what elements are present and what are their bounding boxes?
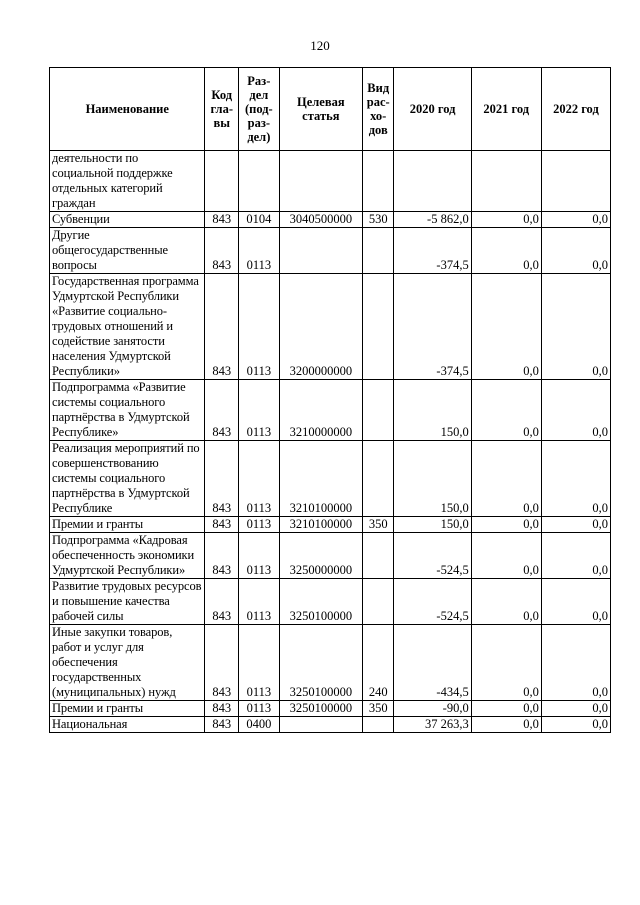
row-section: 0400 — [239, 717, 280, 733]
row-type: 240 — [362, 625, 394, 701]
row-type — [362, 274, 394, 380]
row-2021: 0,0 — [471, 533, 541, 579]
table-row — [50, 212, 611, 228]
row-type — [362, 228, 394, 274]
row-2021 — [471, 151, 541, 212]
row-name: Реализация мероприятий по совершенствованию системы социального партнёрства в Удмуртской Республике — [50, 441, 205, 517]
row-code: 843 — [205, 533, 239, 579]
page-number: 120 — [310, 38, 330, 53]
row-2020: -90,0 — [394, 701, 471, 717]
row-2022: 0,0 — [541, 380, 610, 441]
row-2022: 0,0 — [541, 579, 610, 625]
row-type — [362, 380, 394, 441]
row-name: Государственная программа Удмуртской Республики «Развитие социально-трудовых отношений и содействие занятости населения Удмуртской Республики» — [50, 274, 205, 380]
row-target: 3210100000 — [279, 441, 362, 517]
row-type — [362, 441, 394, 517]
row-2022 — [541, 151, 610, 212]
table-row — [50, 151, 611, 212]
row-2021: 0,0 — [471, 517, 541, 533]
row-target: 3250000000 — [279, 533, 362, 579]
row-2022: 0,0 — [541, 625, 610, 701]
row-code: 843 — [205, 701, 239, 717]
table-row — [50, 533, 611, 579]
row-name: Подпрограмма «Кадровая обеспеченность экономики Удмуртской Республики» — [50, 533, 205, 579]
row-target — [279, 717, 362, 733]
table-row — [50, 701, 611, 717]
row-target: 3210000000 — [279, 380, 362, 441]
row-section: 0113 — [239, 701, 280, 717]
table-row — [50, 228, 611, 274]
row-2020: -5 862,0 — [394, 212, 471, 228]
row-2021: 0,0 — [471, 441, 541, 517]
row-name: Премии и гранты — [50, 701, 205, 717]
row-name: Подпрограмма «Развитие системы социального партнёрства в Удмуртской Республике» — [50, 380, 205, 441]
row-section: 0113 — [239, 517, 280, 533]
row-section: 0113 — [239, 228, 280, 274]
row-target: 3250100000 — [279, 701, 362, 717]
header-type: Вид рас- хо- дов — [362, 68, 394, 151]
header-2022: 2022 год — [541, 68, 610, 151]
row-target: 3200000000 — [279, 274, 362, 380]
row-name: Национальная — [50, 717, 205, 733]
row-2021: 0,0 — [471, 228, 541, 274]
row-code: 843 — [205, 228, 239, 274]
row-2022: 0,0 — [541, 228, 610, 274]
row-2021: 0,0 — [471, 579, 541, 625]
row-name: Другие общегосударственные вопросы — [50, 228, 205, 274]
row-2022: 0,0 — [541, 274, 610, 380]
header-name: Наименование — [50, 68, 205, 151]
table-row — [50, 517, 611, 533]
row-code: 843 — [205, 579, 239, 625]
row-2022: 0,0 — [541, 717, 610, 733]
row-2020: -434,5 — [394, 625, 471, 701]
row-2021: 0,0 — [471, 625, 541, 701]
header-row — [50, 68, 611, 151]
row-type — [362, 579, 394, 625]
row-2020: 37 263,3 — [394, 717, 471, 733]
row-section: 0113 — [239, 579, 280, 625]
table-row — [50, 717, 611, 733]
row-2020: -374,5 — [394, 274, 471, 380]
table-row — [50, 441, 611, 517]
row-2020: 150,0 — [394, 380, 471, 441]
row-type: 350 — [362, 701, 394, 717]
row-2022: 0,0 — [541, 701, 610, 717]
row-target: 3250100000 — [279, 579, 362, 625]
row-code: 843 — [205, 380, 239, 441]
row-target — [279, 151, 362, 212]
row-code: 843 — [205, 274, 239, 380]
row-target — [279, 228, 362, 274]
row-2020 — [394, 151, 471, 212]
row-name: Премии и гранты — [50, 517, 205, 533]
row-2020: -524,5 — [394, 579, 471, 625]
header-target: Целевая статья — [279, 68, 362, 151]
table-row — [50, 380, 611, 441]
row-target: 3210100000 — [279, 517, 362, 533]
header-2020: 2020 год — [394, 68, 471, 151]
row-target: 3250100000 — [279, 625, 362, 701]
row-type: 530 — [362, 212, 394, 228]
row-code: 843 — [205, 517, 239, 533]
row-section: 0113 — [239, 274, 280, 380]
row-2020: 150,0 — [394, 517, 471, 533]
row-2022: 0,0 — [541, 441, 610, 517]
row-section: 0104 — [239, 212, 280, 228]
row-2022: 0,0 — [541, 533, 610, 579]
row-code: 843 — [205, 441, 239, 517]
row-name: деятельности по социальной поддержке отдельных категорий граждан — [50, 151, 205, 212]
row-2021: 0,0 — [471, 380, 541, 441]
header-section: Раз- дел (под- раз- дел) — [239, 68, 280, 151]
header-2021: 2021 год — [471, 68, 541, 151]
row-section: 0113 — [239, 380, 280, 441]
row-code: 843 — [205, 625, 239, 701]
row-2020: 150,0 — [394, 441, 471, 517]
row-2021: 0,0 — [471, 717, 541, 733]
row-name: Иные закупки товаров, работ и услуг для обеспечения государственных (муниципальных) нужд — [50, 625, 205, 701]
row-section: 0113 — [239, 533, 280, 579]
row-type — [362, 533, 394, 579]
row-target: 3040500000 — [279, 212, 362, 228]
table-row — [50, 274, 611, 380]
row-2020: -374,5 — [394, 228, 471, 274]
budget-table — [49, 67, 611, 733]
row-section — [239, 151, 280, 212]
row-type — [362, 151, 394, 212]
row-2020: -524,5 — [394, 533, 471, 579]
row-code — [205, 151, 239, 212]
row-code: 843 — [205, 212, 239, 228]
row-2021: 0,0 — [471, 701, 541, 717]
table-row — [50, 625, 611, 701]
row-name: Развитие трудовых ресурсов и повышение качества рабочей силы — [50, 579, 205, 625]
row-type: 350 — [362, 517, 394, 533]
row-type — [362, 717, 394, 733]
row-2021: 0,0 — [471, 212, 541, 228]
header-code: Код гла- вы — [205, 68, 239, 151]
row-section: 0113 — [239, 625, 280, 701]
row-2021: 0,0 — [471, 274, 541, 380]
row-2022: 0,0 — [541, 517, 610, 533]
row-code: 843 — [205, 717, 239, 733]
row-2022: 0,0 — [541, 212, 610, 228]
table-row — [50, 579, 611, 625]
row-name: Субвенции — [50, 212, 205, 228]
row-section: 0113 — [239, 441, 280, 517]
